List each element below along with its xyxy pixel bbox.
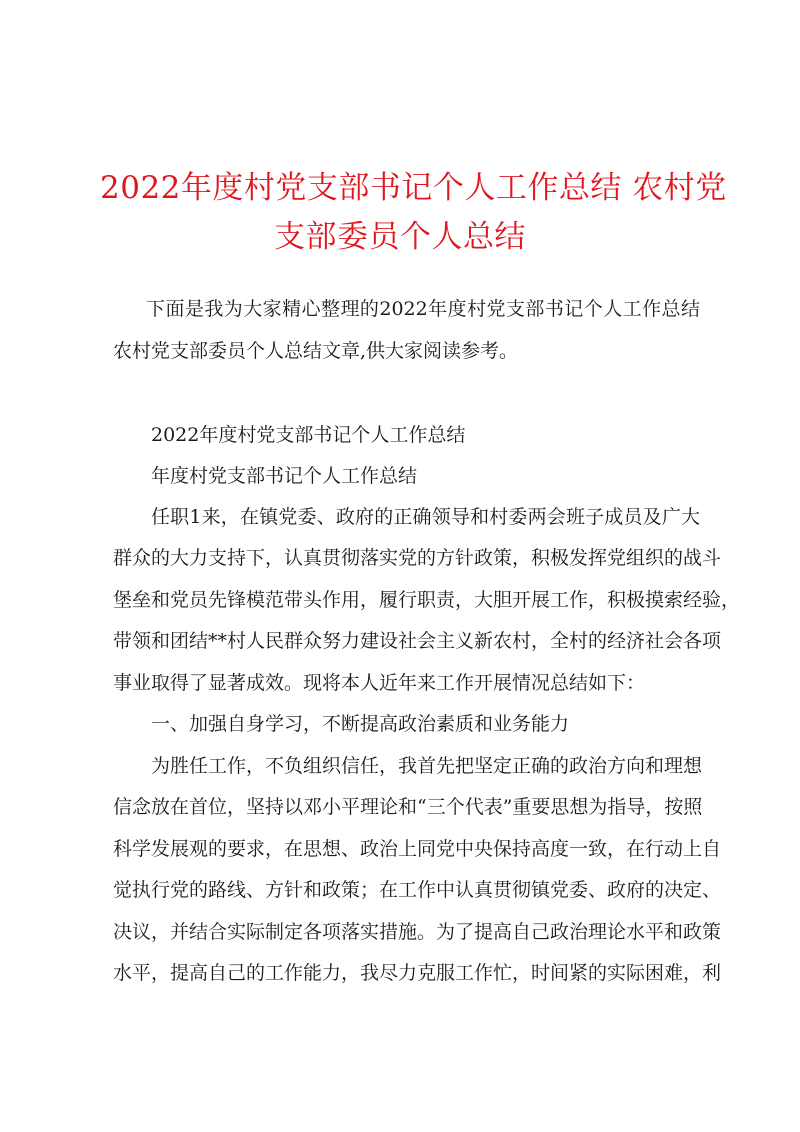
document-title-line-2: 支部委员个人总结 (274, 219, 526, 255)
para1-line-1: 任职1来，在镇党委、政府的正确领导和村委两会班子成员及广大 (151, 506, 700, 528)
para2-line-2: 信念放在首位，坚持以邓小平理论和“三个代表”重要思想为指导，按照 (113, 796, 703, 818)
document-title-line-1: 2022年度村党支部书记个人工作总结 农村党 (100, 170, 727, 206)
para2-line-6: 水平，提高自己的工作能力，我尽力克服工作忙，时间紧的实际困难，利 (113, 962, 722, 984)
para1-line-5: 事业取得了显著成效。现将本人近年来工作开展情况总结如下： (113, 672, 646, 694)
intro-line-1: 下面是我为大家精心整理的2022年度村党支部书记个人工作总结 (146, 298, 700, 320)
para1-line-3: 堡垒和党员先锋模范带头作用，履行职责，大胆开展工作，积极摸索经验， (113, 589, 741, 611)
subtitle: 2022年度村党支部书记个人工作总结 (151, 424, 466, 446)
para1-line-4: 带领和团结**村人民群众努力建设社会主义新农村，全村的经济社会各项 (113, 630, 722, 652)
section-heading: 年度村党支部书记个人工作总结 (151, 465, 418, 487)
heading-1: 一、加强自身学习，不断提高政治素质和业务能力 (151, 713, 570, 735)
intro-line-2: 农村党支部委员个人总结文章,供大家阅读参考。 (113, 340, 519, 362)
para1-line-2: 群众的大力支持下，认真贯彻落实党的方针政策，积极发挥党组织的战斗 (113, 547, 722, 569)
para2-line-5: 决议，并结合实际制定各项落实措施。为了提高自己政治理论水平和政策 (113, 921, 722, 943)
para2-line-4: 觉执行党的路线、方针和政策；在工作中认真贯彻镇党委、政府的决定、 (113, 879, 722, 901)
para2-line-3: 科学发展观的要求，在思想、政治上同党中央保持高度一致，在行动上自 (113, 838, 722, 860)
para2-line-1: 为胜任工作，不负组织信任，我首先把坚定正确的政治方向和理想 (151, 755, 703, 777)
